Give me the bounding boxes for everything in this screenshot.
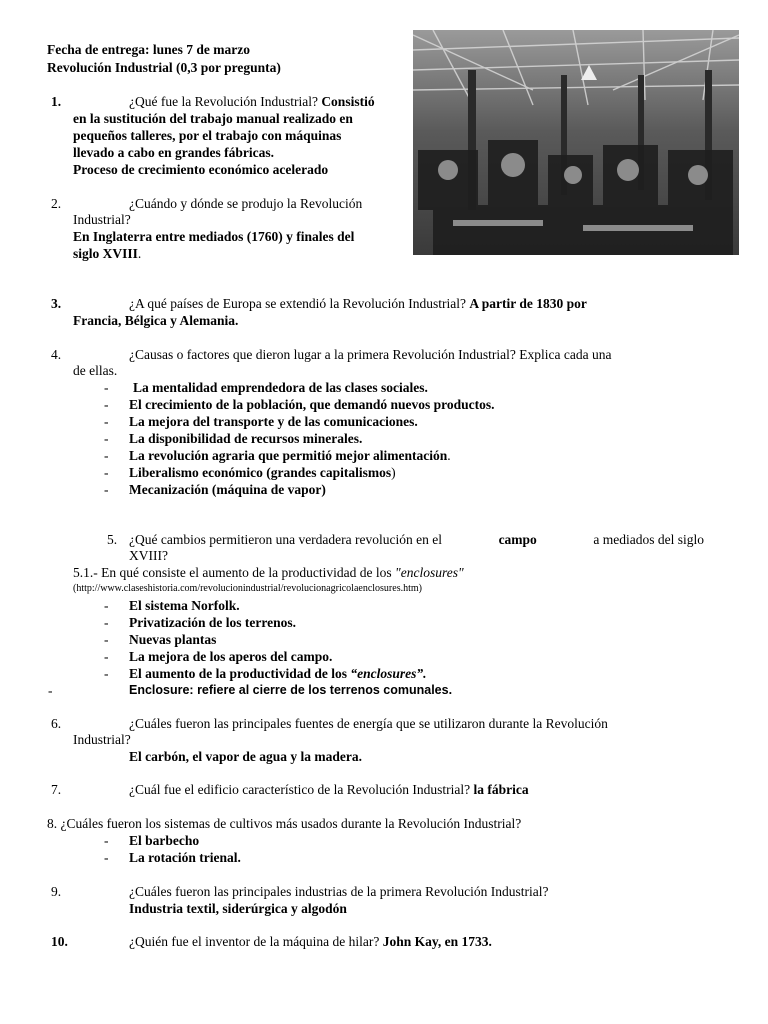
question-text: de ellas. — [73, 363, 118, 378]
question-number: 4. — [51, 347, 62, 362]
question-text: ¿Cuál fue el edificio característico de la Revolución Industrial? — [129, 782, 471, 797]
question-text: ¿Qué fue la Revolución Industrial? — [129, 94, 318, 109]
list-item: Liberalismo económico (grandes capitalismos) — [129, 465, 396, 480]
bullet-dash: - — [104, 632, 109, 647]
question-3 — [129, 296, 587, 312]
bullet-dash: - — [104, 649, 109, 664]
answer-line: Francia, Bélgica y Alemania. — [73, 313, 239, 328]
delivery-date: Fecha de entrega: lunes 7 de marzo — [47, 42, 250, 57]
question-number: 10. — [51, 934, 68, 949]
bullet-dash: - — [104, 615, 109, 630]
answer-line: El carbón, el vapor de agua y la madera. — [129, 749, 363, 764]
bullet-dash: - — [104, 380, 109, 395]
answer-text: la fábrica — [473, 782, 529, 797]
list-item: La mejora de los aperos del campo. — [129, 649, 333, 664]
list-item: El sistema Norfolk. — [129, 598, 240, 613]
question-number: 2. — [51, 196, 62, 211]
bullet-dash: - — [104, 833, 109, 848]
answer-line: en la sustitución del trabajo manual realizado en — [73, 111, 353, 126]
list-item: El crecimiento de la población, que demandó nuevos productos. — [129, 397, 495, 412]
list-item: La mejora del transporte y de las comunicaciones. — [129, 414, 418, 429]
answer-period: . — [137, 246, 142, 261]
list-item-text: La revolución agraria que permitió mejor alimentación — [129, 448, 448, 463]
question-number: 3. — [51, 296, 62, 311]
question-text: Industrial? — [73, 212, 131, 227]
list-item: Nuevas plantas — [129, 632, 217, 647]
list-item: La disponibilidad de recursos minerales. — [129, 431, 363, 446]
question-text: ¿Qué cambios permitieron una verdadera revolución en el — [129, 532, 442, 547]
sub-question-text: 5.1.- En qué consiste el aumento de la productividad de los — [73, 565, 392, 580]
list-item: Mecanización (máquina de vapor) — [129, 482, 326, 497]
question-number: 6. — [51, 716, 62, 731]
question-text: ¿Cuándo y dónde se produjo la Revolución — [129, 196, 363, 211]
question-text: ¿Cuáles fueron las principales fuentes de energía que se utilizaron durante la Revolución — [129, 716, 608, 731]
answer-line: Proceso de crecimiento económico acelerado — [73, 162, 329, 177]
answer-text: A partir de 1830 por — [469, 296, 587, 311]
question-number: 1. — [51, 94, 62, 109]
answer-line: Industria textil, siderúrgica y algodón — [129, 901, 347, 916]
answer-line: llevado a cabo en grandes fábricas. — [73, 145, 274, 160]
question-text: ¿Quién fue el inventor de la máquina de hilar? — [129, 934, 380, 949]
keyword-campo: campo — [498, 532, 537, 547]
bullet-dash: - — [104, 431, 109, 446]
list-item-term: “enclosures”. — [350, 666, 427, 681]
question-number: 7. — [51, 782, 62, 797]
list-item — [129, 666, 427, 682]
answer-text: John Kay, en 1733. — [382, 934, 492, 949]
list-item: La revolución agraria que permitió mejor alimentación. — [129, 448, 451, 463]
question-7 — [129, 782, 529, 798]
question-text: ¿Causas o factores que dieron lugar a la primera Revolución Industrial? Explica cada una — [129, 347, 612, 362]
list-item: La rotación trienal. — [129, 850, 241, 865]
question-number: 5. — [107, 532, 118, 547]
factory-illustration — [413, 30, 739, 255]
answer-line: En Inglaterra entre mediados (1760) y finales del — [73, 229, 355, 244]
list-item: El barbecho — [129, 833, 200, 848]
note-text: Enclosure: refiere al cierre de los terrenos comunales. — [129, 683, 453, 697]
bullet-dash: - — [104, 397, 109, 412]
sub-question — [73, 565, 464, 581]
question-text-end: a mediados del siglo — [593, 532, 704, 547]
question-text: ¿A qué países de Europa se extendió la Revolución Industrial? — [129, 296, 467, 311]
question-number: 9. — [51, 884, 62, 899]
bullet-dash: - — [104, 448, 109, 463]
answer-text: siglo XVIII — [73, 246, 138, 261]
question-text: ¿Cuáles fueron las principales industrias de la primera Revolución Industrial? — [129, 884, 549, 899]
question-1 — [129, 94, 375, 110]
sub-question-term: "enclosures" — [395, 565, 464, 580]
bullet-dash: - — [104, 598, 109, 613]
bullet-dash: - — [104, 666, 109, 681]
question-text: 8. ¿Cuáles fueron los sistemas de cultivos más usados durante la Revolución Industrial? — [47, 816, 522, 831]
answer-text: Consistió — [321, 94, 375, 109]
bullet-dash: - — [104, 414, 109, 429]
reference-link[interactable]: (http://www.claseshistoria.com/revolucionindustrial/revolucionagricolaenclosures.htm) — [73, 583, 422, 594]
list-item-text: El aumento de la productividad de los — [129, 666, 348, 681]
list-item-text: Liberalismo económico (grandes capitalismos — [129, 465, 392, 480]
factory-photo — [413, 30, 739, 255]
bullet-dash: - — [104, 850, 109, 865]
question-10 — [129, 934, 492, 950]
bullet-dash: - — [104, 482, 109, 497]
question-5 — [129, 532, 704, 548]
bullet-dash: - — [48, 683, 53, 698]
question-text: Industrial? — [73, 732, 131, 747]
answer-line — [73, 246, 141, 262]
list-item: Privatización de los terrenos. — [129, 615, 296, 630]
question-text: XVIII? — [129, 548, 168, 563]
answer-line: pequeños talleres, por el trabajo con máquinas — [73, 128, 342, 143]
bullet-dash: - — [104, 465, 109, 480]
document-title: Revolución Industrial (0,3 por pregunta) — [47, 60, 281, 75]
list-item: La mentalidad emprendedora de las clases sociales. — [133, 380, 428, 395]
